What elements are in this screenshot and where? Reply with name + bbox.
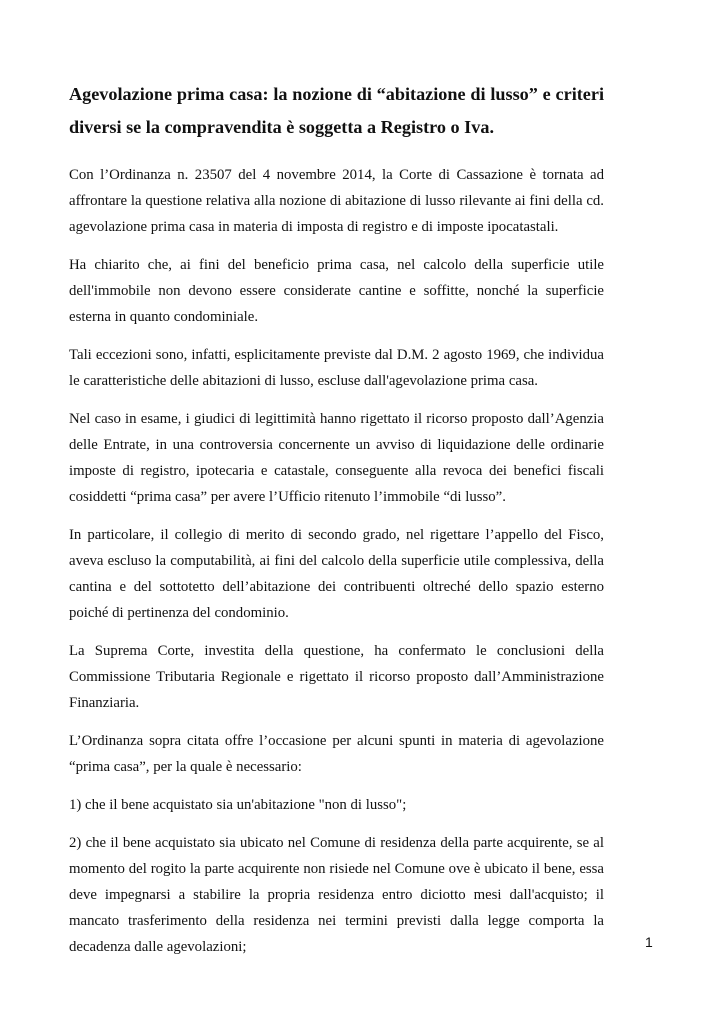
page-number: 1: [645, 934, 653, 950]
paragraph-case: Nel caso in esame, i giudici di legittimità hanno rigettato il ricorso proposto dall’Agenzia delle Entrate, in una controversia concernente un avviso di liquidazione delle ordinarie imposte di registro, ipotecaria e catastale, conseguente alla revoca dei benefici fiscali cosiddetti “prima casa” per avere l’Ufficio ritenuto l’immobile “di lusso”.: [69, 411, 604, 505]
paragraph-intro: Con l’Ordinanza n. 23507 del 4 novembre 2014, la Corte di Cassazione è tornata ad affrontare la questione relativa alla nozione di abitazione di lusso rilevante ai fini della cd. agevolazione prima casa in materia di imposta di registro e di imposte ipocatastali.: [69, 167, 604, 235]
paragraph-clarification: Ha chiarito che, ai fini del beneficio prima casa, nel calcolo della superficie utile dell'immobile non devono essere considerate cantine e soffitte, nonché la superficie esterna in quanto condominiale.: [69, 257, 604, 325]
list-item-requirement-1: 1) che il bene acquistato sia un'abitazione "non di lusso";: [69, 797, 407, 813]
paragraph-supreme-court: La Suprema Corte, investita della questione, ha confermato le conclusioni della Commissione Tributaria Regionale e rigettato il ricorso proposto dall’Amministrazione Finanziaria.: [69, 643, 604, 711]
document-title: [69, 78, 604, 144]
paragraph-appeal: In particolare, il collegio di merito di secondo grado, nel rigettare l’appello del Fisco, aveva escluso la computabilità, ai fini del calcolo della superficie utile complessiva, della cantina e del sottotetto dell’abitazione dei contribuenti oltreché dello spazio esterno poiché di pertinenza del condominio.: [69, 527, 604, 621]
title-line-2: diversi se la compravendita è soggetta a Registro o Iva.: [69, 117, 494, 137]
document-page: [69, 78, 604, 972]
title-line-1: Agevolazione prima casa: la nozione di “abitazione di lusso” e criteri: [69, 84, 604, 104]
list-item-requirement-2: 2) che il bene acquistato sia ubicato nel Comune di residenza della parte acquirente, se al momento del rogito la parte acquirente non risiede nel Comune ove è ubicato il bene, essa deve impegnarsi a stabilire la propria residenza entro diciotto mesi dall'acquisto; il mancato trasferimento della residenza nei termini previsti dalla legge comporta la decadenza dalle agevolazioni;: [69, 835, 604, 955]
paragraph-exceptions: Tali eccezioni sono, infatti, esplicitamente previste dal D.M. 2 agosto 1969, che individua le caratteristiche delle abitazioni di lusso, escluse dall'agevolazione prima casa.: [69, 347, 604, 389]
paragraph-requirements-intro: L’Ordinanza sopra citata offre l’occasione per alcuni spunti in materia di agevolazione “prima casa”, per la quale è necessario:: [69, 733, 604, 775]
